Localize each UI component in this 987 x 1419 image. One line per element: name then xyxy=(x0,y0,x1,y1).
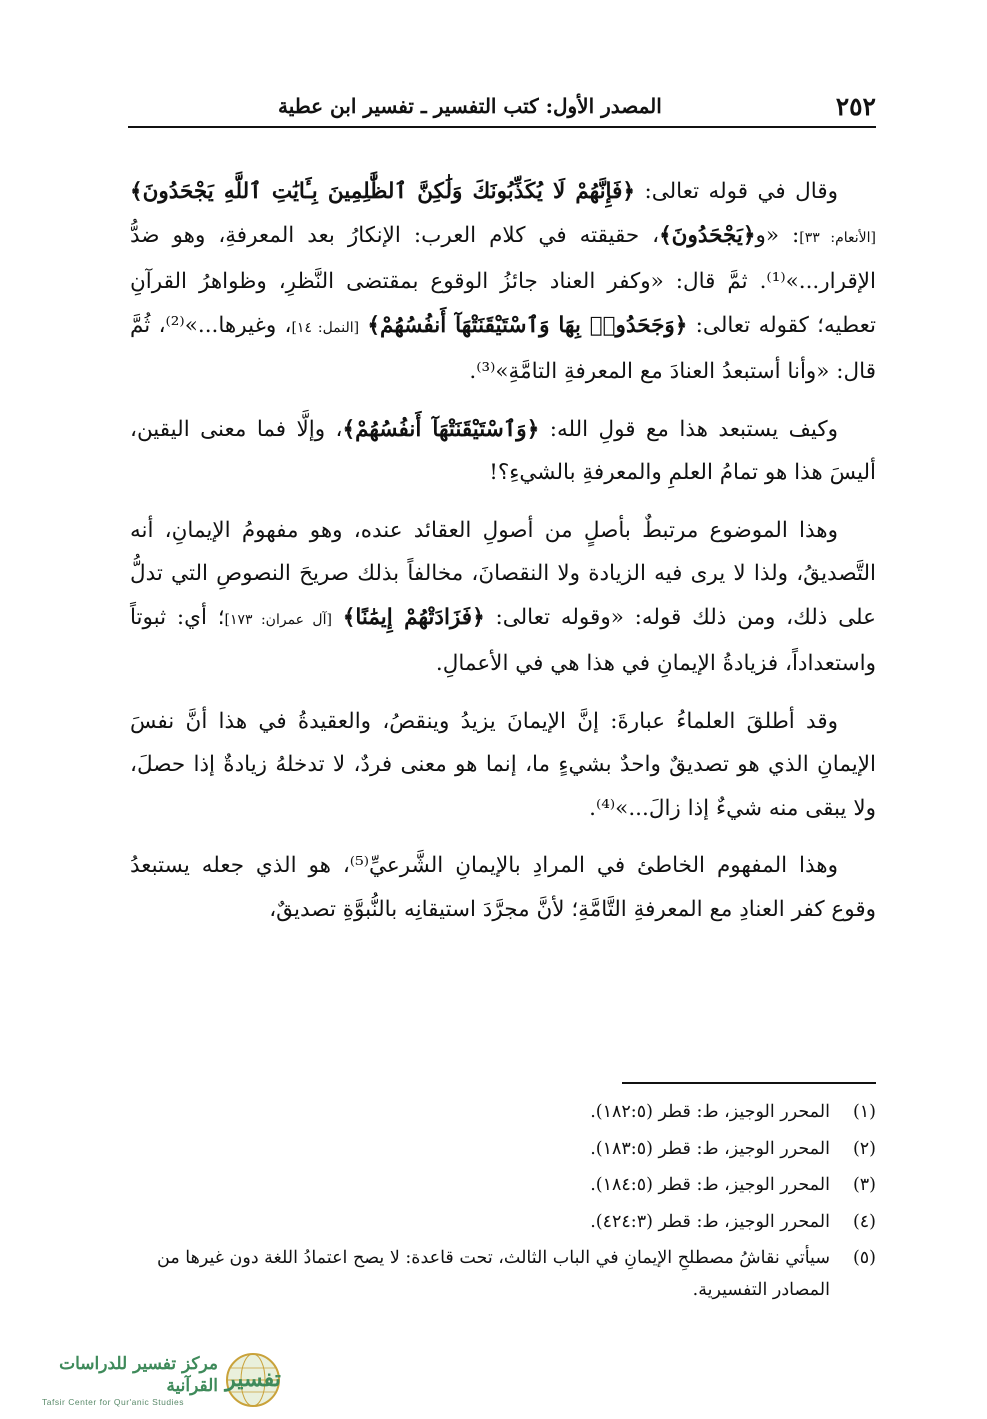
footnote-item xyxy=(130,1204,876,1241)
text-segment: وهذا المفهوم الخاطئ في المرادِ بالإيمانِ الشَّرعيِّ⁽⁵⁾، هو الذي جعله يستبعدُ وقوع كفر العنادِ مع المعرفةِ التَّامَّةِ؛ لأنَّ مجرَّدَ استيقانِه بالنُّبوَّةِ تصديقٌ، xyxy=(130,853,876,922)
text-segment: وهذا الموضوع مرتبطٌ بأصلٍ من أصولِ العقائد عنده، وهو مفهومُ الإيمانِ، أنه التَّصديقُ، ولذا لا يرى فيه الزيادة ولا النقصانَ، مخالفاً بذلك صريحَ النصوصِ التي تدلُّ على ذلك، ومن ذلك قوله: «وقوله تعالى: xyxy=(130,517,877,630)
text-segment xyxy=(332,605,343,630)
verse-citation: [آل عمران: ١٧٣] xyxy=(224,611,332,628)
footnote-number: (٢) xyxy=(852,1138,876,1159)
quran-verse: ﴿فَزَادَتْهُمْ إِيمَٰنًا﴾ xyxy=(342,604,485,630)
footnote-text: المحرر الوجيز، ط: قطر (١٨٢:٥). xyxy=(590,1102,830,1122)
running-title: المصدر الأول: كتب التفسير ـ تفسير ابن عطية xyxy=(278,94,662,118)
text-segment: ، وإلَّا فما معنى اليقين، أليسَ هذا هو تمامُ العلمِ والمعرفةِ بالشيءِ؟! xyxy=(130,416,876,485)
tafsir-center-logo xyxy=(8,1348,288,1412)
text-segment: وقد أطلقَ العلماءُ عبارةَ: إنَّ الإيمانَ يزيدُ وينقصُ، والعقيدةُ في هذا أنَّ نفسَ الإيمانِ الذي هو تصديقٌ واحدٌ بشيءٍ ما، إنما هو معنى فردٌ، لا تدخلهُ زيادةٌ إذا حصلَ، ولا يبقى منه شيءٌ إذا زالَ...»⁽⁴⁾. xyxy=(130,708,876,821)
text-segment: ، حقيقته في كلام العرب: الإنكارُ بعد المعرفةِ، وهو ضدُّ الإقرار...»⁽¹⁾. ثمَّ قال: «وكفر العناد جائزُ الوقوع بمقتضى النَّظرِ، وظواهرُ القرآنِ تعطيه؛ كقوله تعالى: xyxy=(130,222,876,338)
quran-verse: ﴿وَٱسْتَيْقَنَتْهَآ أَنفُسُهُمْ﴾ xyxy=(342,416,540,442)
footnote-number: (٥) xyxy=(852,1248,876,1268)
page-header xyxy=(128,86,876,128)
footnote-separator xyxy=(622,1082,876,1084)
footnote-number: (٣) xyxy=(852,1175,876,1195)
footnotes xyxy=(130,1094,876,1306)
body-paragraph xyxy=(130,700,876,831)
verse-citation: [النمل: ١٤] xyxy=(291,319,360,336)
footnote-number: (١) xyxy=(852,1102,876,1122)
quran-verse: ﴿فَإِنَّهُمْ لَا يُكَذِّبُونَكَ وَلَٰكِنَّ ٱلظَّٰلِمِينَ بِـَٔايَٰتِ ٱللَّهِ يَجْحَدُونَ﴾ xyxy=(130,179,635,204)
quran-verse: ﴿يَجْحَدُونَ﴾ xyxy=(659,222,756,248)
text-segment: ، وغيرها...»⁽²⁾، ثُمَّ قال: «وأنا أستبعدُ العنادَ مع المعرفةِ التامَّةِ»⁽³⁾. xyxy=(130,312,876,384)
body-paragraph xyxy=(130,509,876,686)
logo-english-name: Tafsir Center for Qur'anic Studies xyxy=(42,1397,184,1407)
quran-verse: ﴿وَجَحَدُوا۟ بِهَا وَٱسْتَيْقَنَتْهَآ أَنفُسُهُمْ﴾ xyxy=(367,312,688,338)
footnote-item xyxy=(130,1167,876,1204)
page-number: ٢٥٢ xyxy=(835,91,876,121)
body-paragraph xyxy=(130,844,876,931)
main-text xyxy=(130,170,876,945)
footnote-text: المحرر الوجيز، ط: قطر (١٨٤:٥). xyxy=(590,1175,830,1195)
footnote-item xyxy=(130,1240,876,1306)
verse-citation: [الأنعام: ٣٣] xyxy=(799,229,876,246)
logo-emblem xyxy=(218,1348,288,1412)
logo-brand-word: تفسير xyxy=(225,1366,281,1392)
logo-text xyxy=(8,1353,218,1407)
body-paragraph xyxy=(130,408,876,495)
text-segment: وقال في قوله تعالى: xyxy=(634,179,838,204)
body-paragraph xyxy=(130,170,876,394)
footnote-text: المحرر الوجيز، ط: قطر (١٨٣:٥). xyxy=(590,1138,830,1159)
footnote-text: سيأتي نقاشُ مصطلحِ الإيمانِ في الباب الثالث، تحت قاعدة: لا يصح اعتمادُ اللغة دون غيرها من المصادر التفسيرية. xyxy=(157,1248,830,1300)
footnote-text: المحرر الوجيز، ط: قطر (٤٢٤:٣). xyxy=(590,1211,830,1232)
text-segment: وكيف يستبعد هذا مع قولِ الله: xyxy=(539,416,838,442)
footnote-number: (٤) xyxy=(852,1211,876,1232)
footnote-item xyxy=(130,1131,876,1168)
text-segment: : «و xyxy=(755,222,800,248)
logo-arabic-name: مركز تفسير للدراسات القرآنية xyxy=(59,1354,218,1396)
footnote-item xyxy=(130,1094,876,1131)
text-segment: ؛ أي: ثبوتاً واستعداداً، فزيادةُ الإيمانِ في هذا هي في الأعمالِ. xyxy=(130,604,876,676)
